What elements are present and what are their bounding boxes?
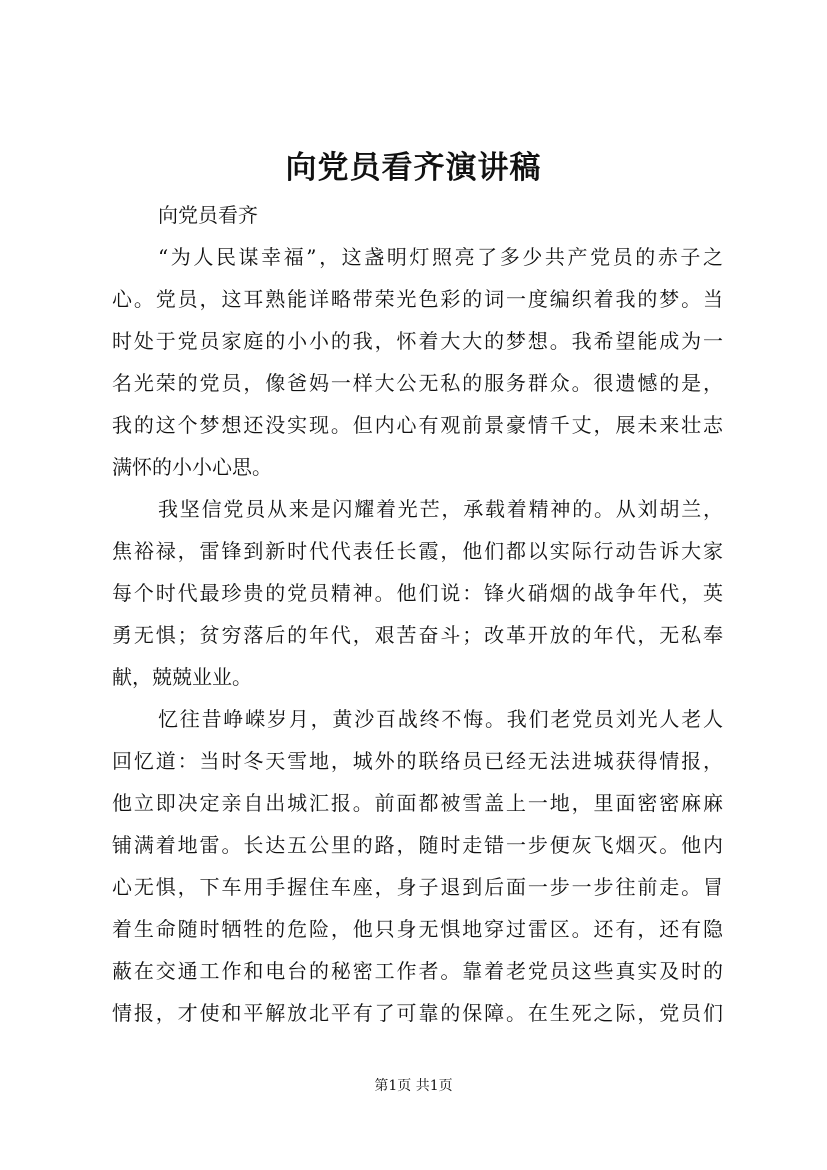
paragraph: [112, 488, 723, 698]
text-line: 他立即决定亲自出城汇报。前面都被雪盖上一地，里面密密麻麻: [112, 791, 723, 815]
paragraph: [112, 698, 723, 1034]
text-line: 忆往昔峥嵘岁月，黄沙百战终不悔。我们老党员刘光人老人: [158, 707, 723, 731]
text-line: 心无惧，下车用手握住车座，身子退到后面一步一步往前走。冒: [112, 875, 723, 899]
text-line: 着生命随时牺牲的危险，他只身无惧地穿过雷区。还有，还有隐: [112, 917, 723, 941]
text-line: 我坚信党员从来是闪耀着光芒，承载着精神的。从刘胡兰，: [158, 497, 723, 521]
text-line: 情报，才使和平解放北平有了可靠的保障。在生死之际，党员们: [112, 1001, 723, 1025]
text-line: 焦裕禄，雷锋到新时代代表任长霞，他们都以实际行动告诉大家: [112, 539, 723, 563]
text-line: 每个时代最珍贵的党员精神。他们说：锋火硝烟的战争年代，英: [112, 581, 723, 605]
paragraph: [112, 236, 723, 488]
page-footer: 第1页 共1页: [374, 1078, 453, 1094]
text-line: 时处于党员家庭的小小的我，怀着大大的梦想。我希望能成为一: [112, 329, 723, 353]
text-line: 名光荣的党员，像爸妈一样大公无私的服务群众。很遗憾的是，: [112, 371, 723, 395]
document-subtitle: 向党员看齐: [158, 203, 258, 227]
text-line: 铺满着地雷。长达五公里的路，随时走错一步便灰飞烟灭。他内: [112, 833, 723, 857]
text-line: 满怀的小小心思。: [112, 455, 272, 479]
text-line: 勇无惧；贫穷落后的年代，艰苦奋斗；改革开放的年代，无私奉: [112, 623, 723, 647]
text-line: 我的这个梦想还没实现。但内心有观前景豪情千丈，展未来壮志: [112, 413, 723, 437]
text-line: 献，兢兢业业。: [112, 665, 252, 689]
text-line: 蔽在交通工作和电台的秘密工作者。靠着老党员这些真实及时的: [112, 959, 723, 983]
document-title: 向党员看齐演讲稿: [285, 150, 542, 186]
text-line: 心。党员，这耳熟能详略带荣光色彩的词一度编织着我的梦。当: [112, 287, 723, 311]
text-line: 回忆道：当时冬天雪地，城外的联络员已经无法进城获得情报，: [112, 749, 723, 773]
document-body: [112, 194, 723, 1034]
text-line: “为人民谋幸福”，这盏明灯照亮了多少共产党员的赤子之: [158, 245, 723, 269]
